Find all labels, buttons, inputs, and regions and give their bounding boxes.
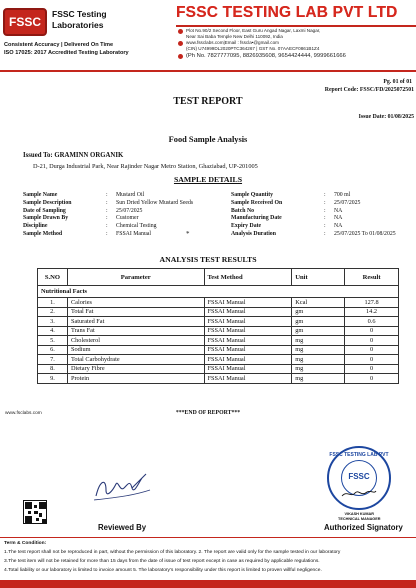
- cell-sno: 6.: [38, 345, 68, 355]
- table-row: [38, 345, 399, 355]
- cell-method: FSSAI Manual: [204, 298, 292, 308]
- cell-method: FSSAI Manual: [204, 336, 292, 346]
- table-row: [38, 364, 399, 374]
- issue-date: Issue Date: 01/08/2025: [358, 114, 414, 120]
- table-row: [38, 298, 399, 308]
- cell-result: 0: [345, 326, 399, 336]
- detail-value: NA: [334, 215, 343, 222]
- detail-label: Sample Quantity: [231, 192, 274, 198]
- detail-value: FSSAI Manual: [116, 230, 151, 237]
- banner-underline: [176, 25, 416, 27]
- qr-code-icon: [23, 500, 47, 524]
- detail-label: Manufacturing Date: [231, 215, 282, 222]
- detail-row: Sample Method : FSSAI Manual: [23, 230, 151, 237]
- cell-sno: 7.: [38, 355, 68, 365]
- detail-value: NA: [334, 223, 343, 230]
- section-row: [38, 286, 399, 298]
- phone-line: (Ph No. 7827777095, 8826935608, 9654424444, 9999661666: [186, 53, 346, 59]
- detail-row: Discipline : Chemical Testing: [23, 223, 157, 230]
- table-row: [38, 326, 399, 336]
- fssc-logo: [3, 8, 47, 36]
- cell-unit: mg: [292, 374, 345, 384]
- header-divider: [0, 70, 416, 72]
- manager-name: VIKASH KUMAR: [344, 512, 375, 516]
- logo-name: [52, 9, 122, 31]
- cell-parameter: Sodium: [67, 345, 204, 355]
- page-number: Pg. 01 of 01: [383, 79, 412, 85]
- analysis-title: Food Sample Analysis: [168, 135, 248, 144]
- detail-value: 25/07/2025 To 01/08/2025: [334, 230, 396, 237]
- cell-unit: mg: [292, 364, 345, 374]
- detail-row: Date of Sampling : 25/07/2025: [23, 207, 143, 214]
- detail-value: Customer: [116, 215, 139, 222]
- seal-center-text: FSSC: [348, 472, 370, 481]
- cell-result: 0: [345, 364, 399, 374]
- section-title: Nutritional Facts: [38, 286, 399, 298]
- sample-details-heading: SAMPLE DETAILS: [173, 175, 243, 184]
- cell-result: 0: [345, 355, 399, 365]
- cell-method: FSSAI Manual: [204, 307, 292, 317]
- detail-label: Sample Drawn By: [23, 215, 69, 222]
- issued-to: Issued To: GRAMINN ORGANIK: [23, 152, 124, 159]
- terms-divider: [0, 537, 416, 538]
- results-heading: ANALYSIS TEST RESULTS: [159, 255, 257, 264]
- table-row: [38, 374, 399, 384]
- sample-details-right: [231, 192, 396, 239]
- report-code: Report Code: FSSC/FD/2025072501: [324, 87, 414, 93]
- detail-label: Sample Name: [23, 192, 58, 198]
- issued-to-address: D-21, Durga Industrial Park, Near Rajinder Nagar Metro Station, Ghaziabad, UP-201005: [33, 163, 258, 170]
- cin-gst-line: (CIN) U74999DL2020PTC364267 | GST No. 07AAECF0861B1Z4: [186, 46, 320, 51]
- accreditation: ISO 17025: 2017 Accredited Testing Laboratory: [4, 50, 129, 56]
- cell-result: 0: [345, 336, 399, 346]
- cell-method: FSSAI Manual: [204, 374, 292, 384]
- cell-method: FSSAI Manual: [204, 355, 292, 365]
- detail-label: Sample Description: [23, 199, 72, 206]
- cell-unit: gm: [292, 326, 345, 336]
- cell-parameter: Saturated Fat: [67, 317, 204, 327]
- detail-row: Sample Received On : 25/07/2025: [231, 199, 361, 206]
- location-icon: [178, 29, 183, 34]
- detail-value: 25/07/2025: [116, 207, 143, 214]
- detail-value: Chemical Testing: [116, 223, 157, 230]
- technical-manager: [338, 512, 381, 521]
- table-row: [38, 307, 399, 317]
- end-of-report: ***END OF REPORT***: [175, 410, 241, 416]
- address-line1: Plot No.90/2 Second Floor, East Guru Angad Nagar, Laxmi Nagar,: [186, 28, 321, 33]
- cell-parameter: Dietary Fibre: [67, 364, 204, 374]
- cell-parameter: Trans Fat: [67, 326, 204, 336]
- email-icon: [178, 41, 183, 46]
- table-header-row: [38, 269, 399, 286]
- phone-icon: [178, 54, 183, 59]
- term-line: 4.Total liability or our laboratory is limited to invoice amount 5. The laboratory's responsibility under this report is limited to proven willful negligence.: [4, 568, 322, 573]
- address-line3: www.fssclabs.com|Email : fsscla•@gmail.com: [186, 40, 279, 45]
- cell-sno: 2.: [38, 307, 68, 317]
- cell-parameter: Protein: [67, 374, 204, 384]
- detail-row: Sample Name : Mustard Oil: [23, 192, 145, 198]
- cell-result: 0.6: [345, 317, 399, 327]
- term-line: 3.The test item will not be retained for more than 15 days from the date of issue of test report except in case as required by applicable regulations.: [4, 559, 320, 564]
- detail-value: 700 ml: [334, 192, 351, 198]
- cell-unit: Kcal: [292, 298, 345, 308]
- website-link[interactable]: www.fsclabs.com: [5, 411, 42, 416]
- cell-unit: gm: [292, 317, 345, 327]
- term-line: 1.The test report shall not be reproduced in part, without the permission of this laboratory. 2. The report are valid only for the sample tested in our laboratory: [4, 550, 341, 555]
- detail-row: Analysis Duration : 25/07/2025 To 01/08/2025: [231, 230, 396, 237]
- cell-sno: 4.: [38, 326, 68, 336]
- cell-unit: mg: [292, 336, 345, 346]
- detail-value: Sun Dried Yellow Mustard Seeds: [116, 199, 194, 206]
- cell-unit: mg: [292, 345, 345, 355]
- detail-row: Sample Drawn By : Customer: [23, 215, 139, 222]
- cell-result: 0: [345, 374, 399, 384]
- cell-result: 14.2: [345, 307, 399, 317]
- detail-row: Sample Description : Sun Dried Yellow Mustard Seeds: [23, 199, 194, 206]
- cell-parameter: Cholesterol: [67, 336, 204, 346]
- detail-label: Sample Received On: [231, 199, 283, 206]
- logo-name-line2: Laboratories: [52, 20, 104, 30]
- cell-sno: 3.: [38, 317, 68, 327]
- cell-sno: 1.: [38, 298, 68, 308]
- detail-label: Sample Method: [23, 230, 63, 237]
- letterhead: [0, 0, 416, 72]
- reviewed-by-label: Reviewed By: [98, 523, 147, 532]
- column-header: Test Method: [204, 269, 292, 286]
- manager-title: TECHNICAL MANAGER: [338, 516, 381, 521]
- cell-method: FSSAI Manual: [204, 345, 292, 355]
- detail-value: NA: [334, 207, 343, 214]
- detail-row: Expiry Date : NA: [231, 223, 343, 230]
- detail-label: Batch No: [231, 207, 255, 214]
- tagline: Consistent Accuracy | Delivered On Time: [4, 42, 114, 48]
- reviewer-signature: [92, 470, 152, 504]
- detail-value: 25/07/2025: [334, 199, 361, 206]
- cell-sno: 5.: [38, 336, 68, 346]
- detail-label: Date of Sampling: [23, 207, 66, 214]
- lab-name: FSSC TESTING LAB PVT LTD: [176, 4, 398, 21]
- logo-text: FSSC: [8, 15, 41, 29]
- table-row: [38, 317, 399, 327]
- cell-method: FSSAI Manual: [204, 317, 292, 327]
- detail-row: Sample Quantity : 700 ml: [231, 192, 351, 198]
- footer-bar: [0, 580, 416, 588]
- cell-unit: mg: [292, 355, 345, 365]
- cell-result: 0: [345, 345, 399, 355]
- detail-label: Expiry Date: [231, 223, 262, 230]
- lab-seal: [327, 446, 391, 510]
- signatory-signature: [341, 488, 377, 498]
- cell-sno: 8.: [38, 364, 68, 374]
- seal-text-top: FSSC TESTING LAB PVT: [329, 452, 389, 458]
- column-header: S.NO: [38, 269, 68, 286]
- cell-unit: gm: [292, 307, 345, 317]
- report-title: TEST REPORT: [173, 96, 243, 107]
- column-header: Parameter: [67, 269, 204, 286]
- lab-name-banner: [176, 4, 414, 24]
- address-line2: Near Sai Baba Temple New Delhi 110092, India: [186, 34, 283, 39]
- column-header: Result: [345, 269, 399, 286]
- detail-value: Mustard Oil: [116, 192, 145, 198]
- cell-method: FSSAI Manual: [204, 364, 292, 374]
- detail-row: Batch No : NA: [231, 207, 343, 214]
- authorized-signatory-label: Authorized Signatory: [324, 523, 403, 532]
- table-row: [38, 336, 399, 346]
- cell-sno: 9.: [38, 374, 68, 384]
- terms-heading: Term & Condition:: [4, 541, 47, 546]
- cell-parameter: Calories: [67, 298, 204, 308]
- sample-details-left: [23, 192, 193, 239]
- detail-label: Discipline: [23, 223, 48, 230]
- logo-name-line1: FSSC Testing: [52, 9, 107, 19]
- cell-method: FSSAI Manual: [204, 326, 292, 336]
- column-header: Unit: [292, 269, 345, 286]
- table-row: [38, 355, 399, 365]
- cell-parameter: Total Fat: [67, 307, 204, 317]
- detail-row: Manufacturing Date : NA: [231, 215, 343, 222]
- results-table: [37, 268, 399, 384]
- asterisk-mark: *: [186, 230, 190, 238]
- cell-parameter: Total Carbohydrate: [67, 355, 204, 365]
- cell-result: 127.8: [345, 298, 399, 308]
- detail-label: Analysis Duration: [231, 230, 276, 237]
